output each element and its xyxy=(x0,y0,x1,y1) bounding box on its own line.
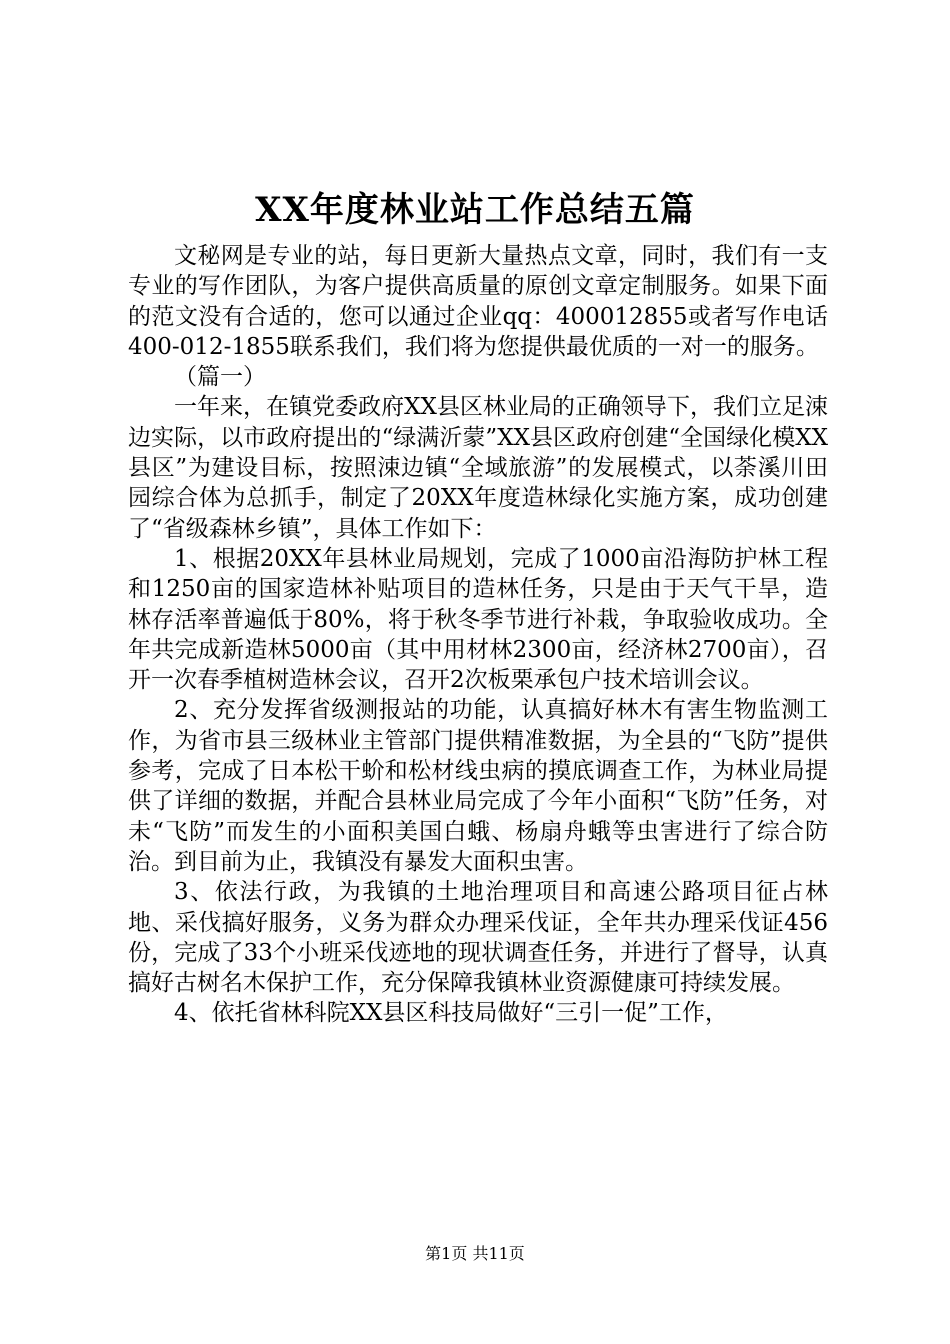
body-paragraph: 1、根据20XX年县林业局规划，完成了1000亩沿海防护林工程和1250亩的国家造林补贴项目的造林任务，只是由于天气干旱，造林存活率普遍低于80%，将于秋冬季节进行补栽，争取验收成功。全年共完成新造林5000亩（其中用材林2300亩，经济林2700亩），召开一次春季植树造林会议，召开2次板栗承包户技术培训会议。 xyxy=(128,545,828,694)
page-footer: 第1页 共11页 xyxy=(425,1244,525,1263)
body-paragraph: 4、依托省林科院XX县区科技局做好“三引一促”工作， xyxy=(174,1000,728,1027)
section-heading: （篇一） xyxy=(174,364,266,391)
document-body xyxy=(128,241,828,1029)
body-paragraph: 2、充分发挥省级测报站的功能，认真搞好林木有害生物监测工作，为省市县三级林业主管部门提供精准数据，为全县的“飞防”提供参考，完成了日本松干蚧和松材线虫病的摸底调查工作，为林业局提供了详细的数据，并配合县林业局完成了今年小面积“飞防”任务，对未“飞防”而发生的小面积美国白蛾、杨扇舟蛾等虫害进行了综合防治。到目前为止，我镇没有暴发大面积虫害。 xyxy=(128,697,828,875)
body-paragraph: 一年来，在镇党委政府XX县区林业局的正确领导下，我们立足涑边实际，以市政府提出的“绿满沂蒙”XX县区政府创建“全国绿化模XX县区”为建设目标，按照涑边镇“全域旅游”的发展模式，以荼溪川田园综合体为总抓手，制定了20XX年度造林绿化实施方案，成功创建了“省级森林乡镇”，具体工作如下： xyxy=(128,394,828,542)
intro-paragraph: 文秘网是专业的站，每日更新大量热点文章，同时，我们有一支专业的写作团队，为客户提供高质量的原创文章定制服务。如果下面的范文没有合适的，您可以通过企业qq：400012855或者写作电话400-012-1855联系我们，我们将为您提供最优质的一对一的服务。 xyxy=(128,243,828,360)
document-title: XX年度林业站工作总结五篇 xyxy=(255,190,695,230)
body-paragraph: 3、依法行政，为我镇的土地治理项目和高速公路项目征占林地、采伐搞好服务，义务为群众办理采伐证，全年共办理采伐证456份，完成了33个小班采伐迹地的现状调查任务，并进行了督导，认真搞好古树名木保护工作，充分保障我镇林业资源健康可持续发展。 xyxy=(128,879,828,997)
